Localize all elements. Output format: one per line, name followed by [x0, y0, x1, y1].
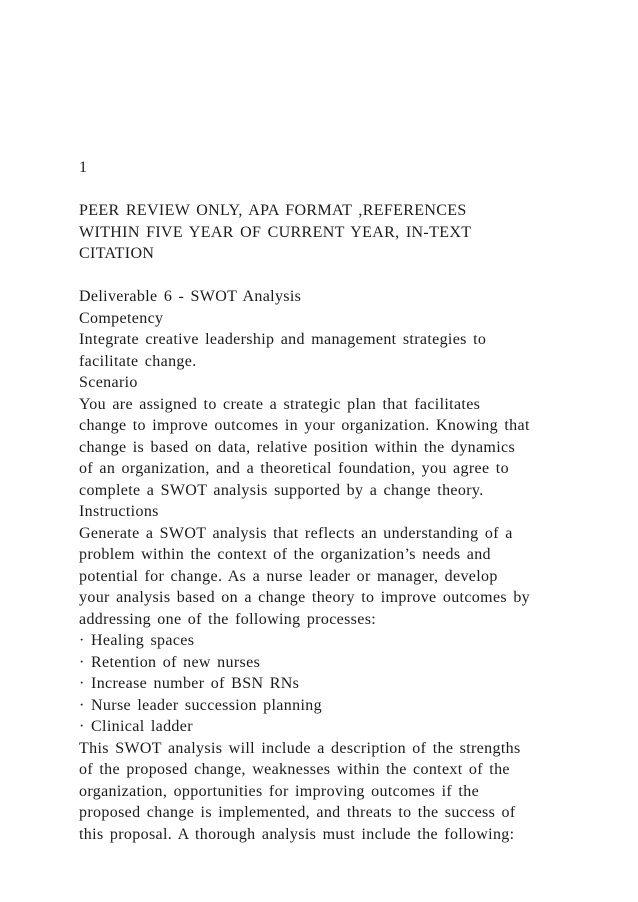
document-body	[79, 157, 579, 845]
page-number: 1	[79, 159, 88, 176]
closing-text: of the proposed change, weaknesses within the context of the	[79, 761, 510, 778]
instructions-text: problem within the context of the organization’s needs and	[79, 546, 491, 563]
bullet-item: · Increase number of BSN RNs	[79, 675, 300, 692]
document-title: Deliverable 6 - SWOT Analysis	[79, 288, 302, 305]
header-line: WITHIN FIVE YEAR OF CURRENT YEAR, IN-TEXT	[79, 223, 472, 241]
closing-text: organization, opportunities for improving outcomes if the	[79, 782, 480, 800]
scenario-text: change to improve outcomes in your organization. Knowing that	[79, 417, 530, 434]
header-line: PEER REVIEW ONLY, APA FORMAT ,REFERENCES	[79, 202, 467, 219]
instructions-text: addressing one of the following processes:	[79, 610, 377, 628]
scenario-text: complete a SWOT analysis supported by a change theory.	[79, 481, 484, 499]
spacer	[79, 265, 579, 287]
header-line: CITATION	[79, 245, 155, 262]
instructions-heading: Instructions	[79, 503, 159, 520]
bullet-item: · Retention of new nurses	[79, 653, 261, 671]
scenario-text: change is based on data, relative position within the dynamics	[79, 438, 516, 456]
scenario-heading: Scenario	[79, 374, 138, 391]
closing-text: proposed change is implemented, and threats to the success of	[79, 804, 516, 821]
closing-text: This SWOT analysis will include a description of the strengths	[79, 739, 521, 757]
spacer	[79, 179, 579, 201]
bullet-item: · Clinical ladder	[79, 718, 193, 735]
scenario-text: of an organization, and a theoretical foundation, you agree to	[79, 460, 509, 477]
competency-heading: Competency	[79, 309, 164, 327]
instructions-text: potential for change. As a nurse leader or manager, develop	[79, 567, 498, 585]
instructions-text: your analysis based on a change theory to improve outcomes by	[79, 589, 531, 606]
bullet-item: · Nurse leader succession planning	[79, 696, 322, 714]
closing-text: this proposal. A thorough analysis must include the following:	[79, 825, 515, 843]
scenario-text: You are assigned to create a strategic plan that facilitates	[79, 395, 481, 413]
bullet-item: · Healing spaces	[79, 632, 195, 649]
competency-text: Integrate creative leadership and management strategies to	[79, 331, 487, 348]
instructions-text: Generate a SWOT analysis that reflects an understanding of a	[79, 524, 513, 542]
competency-text: facilitate change.	[79, 352, 197, 370]
